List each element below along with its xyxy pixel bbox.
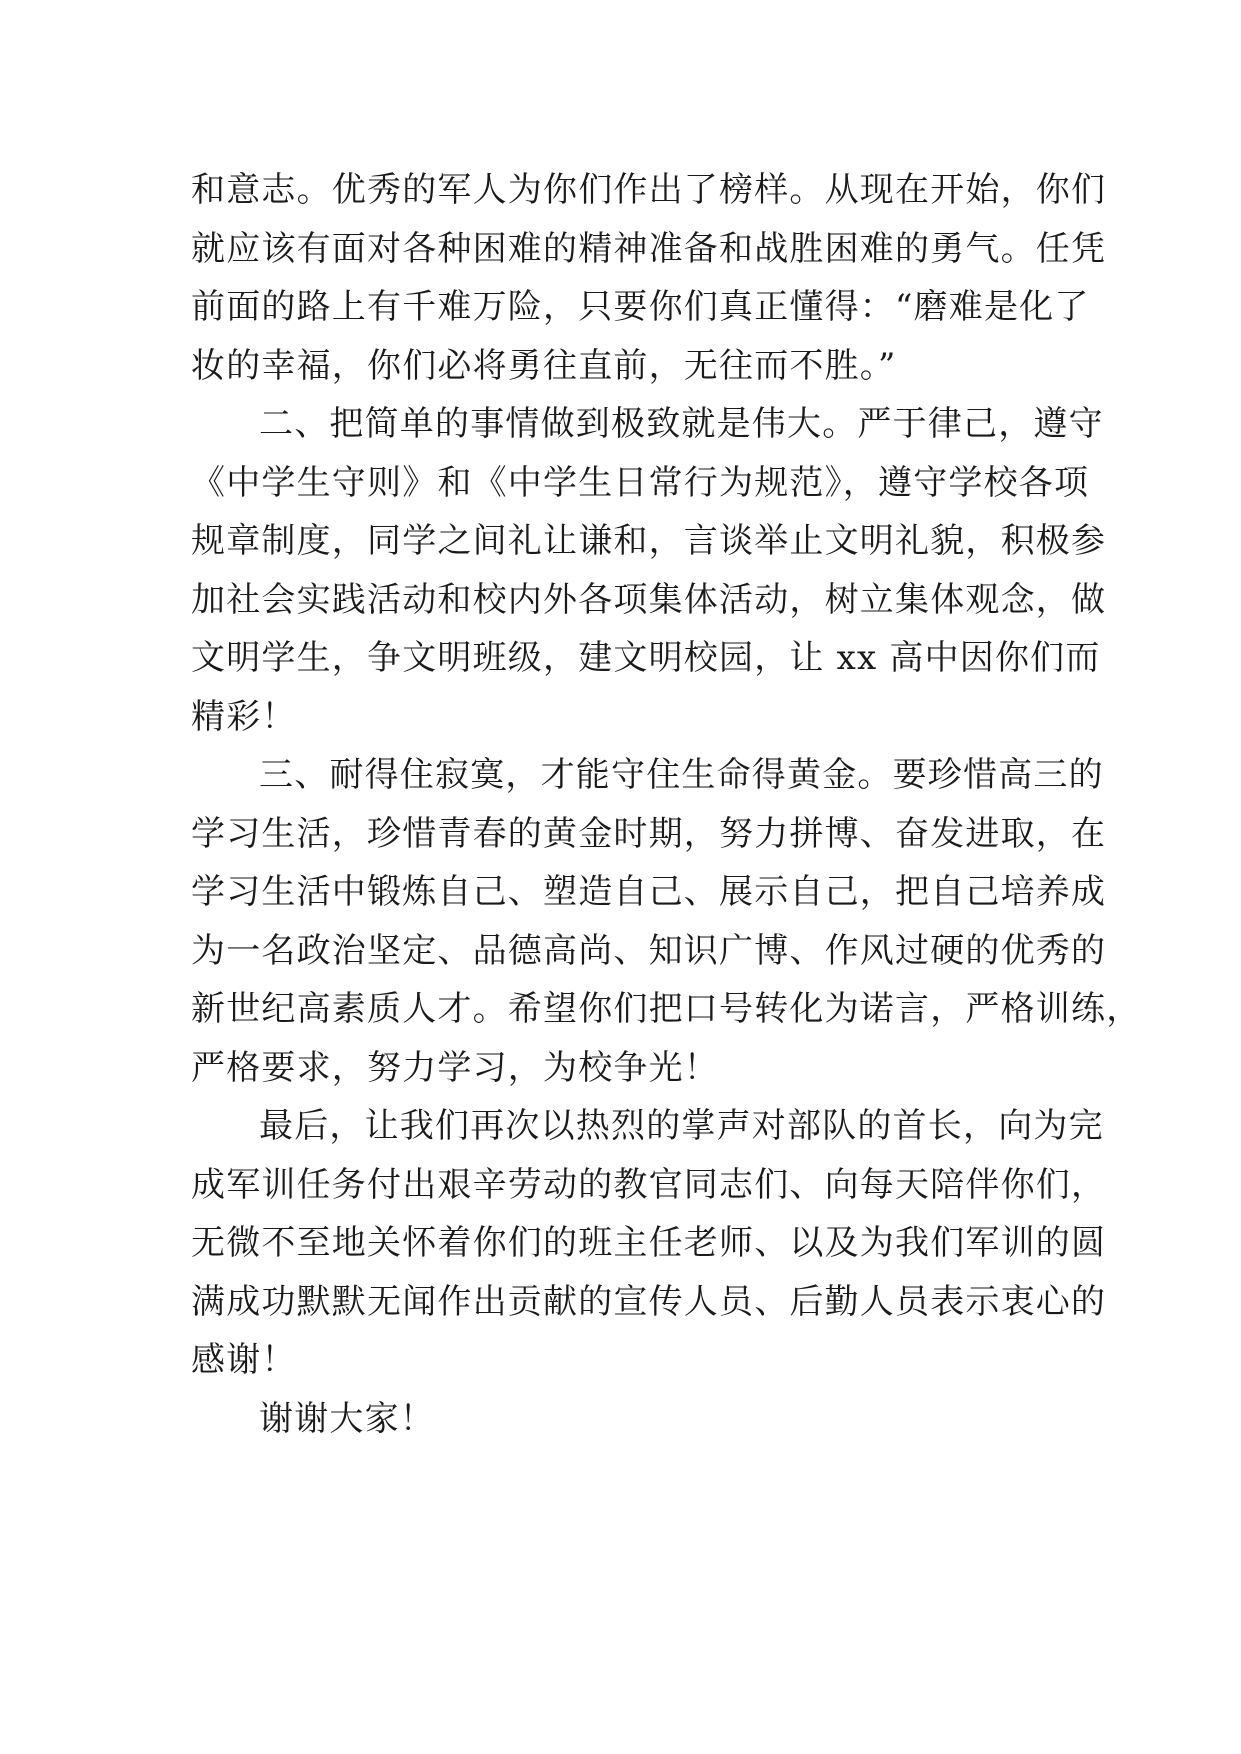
text-line: 规章制度，同学之间礼让谦和，言谈举止文明礼貌，积极参 xyxy=(191,521,1107,561)
text-line: 妆的幸福，你们必将勇往直前，无往而不胜。” xyxy=(191,345,897,386)
text-line: 三、耐得住寂寞，才能守住生命得黄金。要珍惜高三的 xyxy=(259,755,1104,795)
text-line: 二、把简单的事情做到极致就是伟大。严于律己，遵守 xyxy=(259,404,1104,444)
text-line: 就应该有面对各种困难的精神准备和战胜困难的勇气。任凭 xyxy=(191,228,1107,269)
text-line: 加社会实践活动和校内外各项集体活动，树立集体观念，做 xyxy=(191,579,1107,620)
text-line: 满成功默默无闻作出贡献的宣传人员、后勤人员表示衷心的 xyxy=(191,1281,1107,1322)
text-line: 谢谢大家！ xyxy=(259,1398,435,1439)
text-line: 成军训任务付出艰辛劳动的教官同志们、向每天陪伴你们， xyxy=(191,1164,1107,1205)
paragraph-sign-off xyxy=(191,1390,1061,1449)
text-line: 为一名政治坚定、品德高尚、知识广博、作风过硬的优秀的 xyxy=(191,930,1107,971)
document-body xyxy=(191,161,1142,1448)
paragraph-closing-thanks xyxy=(191,1097,1107,1390)
paragraph-point-two xyxy=(191,395,1107,746)
text-line: 学习生活中锻炼自己、塑造自己、展示自己，把自己培养成 xyxy=(191,872,1107,912)
text-line: 感谢！ xyxy=(191,1340,297,1380)
text-line: 学习生活，珍惜青春的黄金时期，努力拼博、奋发进取，在 xyxy=(191,813,1107,854)
paragraph-point-three xyxy=(191,746,1142,1097)
text-line: 最后，让我们再次以热烈的掌声对部队的首长，向为完 xyxy=(259,1106,1104,1146)
text-line: 新世纪高素质人才。希望你们把口号转化为诺言，严格训练， xyxy=(191,989,1142,1029)
text-line: 文明学生，争文明班级，建文明校园，让 xx 高中因你们而 xyxy=(191,638,1101,678)
text-line: 《中学生守则》和《中学生日常行为规范》，遵守学校各项 xyxy=(191,462,1090,503)
text-line: 精彩！ xyxy=(191,696,297,737)
text-line: 前面的路上有千难万险，只要你们真正懂得：“磨难是化了 xyxy=(191,287,1090,327)
text-line: 无微不至地关怀着你们的班主任老师、以及为我们军训的圆 xyxy=(191,1223,1107,1263)
paragraph-will-and-example xyxy=(191,161,1107,395)
text-line: 和意志。优秀的军人为你们作出了榜样。从现在开始，你们 xyxy=(191,170,1107,210)
text-line: 严格要求，努力学习，为校争光！ xyxy=(191,1047,719,1088)
